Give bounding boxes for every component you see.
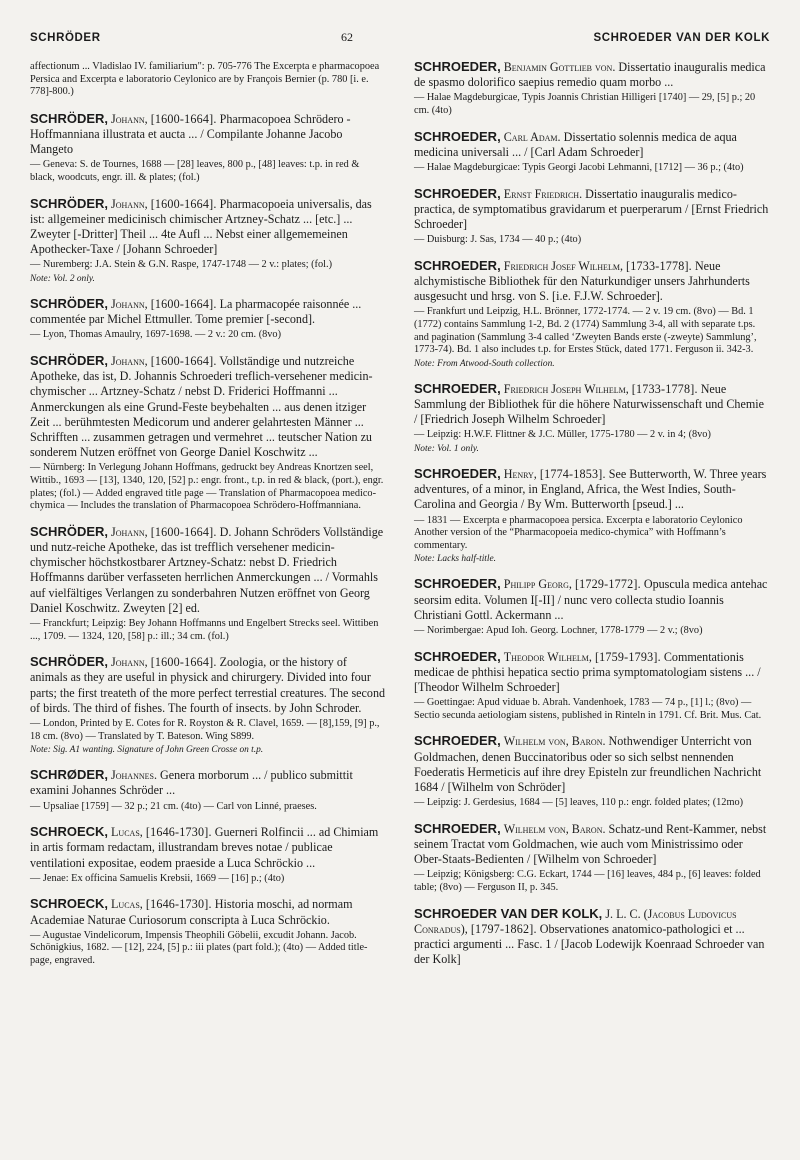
catalogue-entry (30, 196, 386, 285)
catalogue-entry (414, 576, 770, 637)
entry-heading (30, 824, 386, 871)
entry-given-name: Johannes. (111, 768, 157, 783)
entry-given-name: Johann, (111, 196, 148, 211)
entry-title: Zoologia, or the history of animals as they are useful in physick and chirurgery. Divided into four parts; the first treateth of the more perfect terrestial creatures. The second of birds. The third of fishes. The fourth of insects. by John Schroder. (30, 655, 386, 715)
entry-surname: SCHRÖDER, (30, 352, 109, 368)
entry-heading (30, 654, 386, 716)
entry-surname: SCHRÖDER, (30, 654, 109, 670)
catalogue-entry (30, 767, 386, 813)
catalogue-entry (414, 186, 770, 247)
entry-given-name: Johann, (111, 111, 148, 126)
entry-title: Commentationis medicae de phthisi hepatica sectio prima symptomatologiam sistens ... / [Theodor Wilhelm Schroeder] (414, 649, 761, 694)
entry-note: Note: From Atwood-South collection. (414, 358, 555, 369)
entry-surname: SCHRÖDER, (30, 523, 109, 539)
right-column (414, 59, 770, 979)
entry-title: Pharmacopoeia universalis, das ist: allgemeiner medicinisch chimischer Artzney-Schatz ... [etc.] ... Zweyter [-Dritter] Theil ... 4te Aufl ... Nebst einer allgememeinen Apothecker-Taxe / [Johann Schroeder] (30, 196, 372, 257)
entry-surname: SCHRØDER, (30, 767, 109, 783)
entry-dates: [1600-1664]. (150, 524, 217, 539)
entry-heading (30, 111, 386, 158)
entry-given-name: Ernst Friedrich. (503, 186, 583, 201)
entry-given-name: Friedrich Joseph Wilhelm, (503, 381, 629, 396)
entry-surname: SCHRÖDER, (30, 110, 109, 126)
entry-surname: SCHROECK, (30, 896, 109, 912)
entry-dates: [1600-1664]. (150, 296, 217, 311)
entry-given-name: Wilhelm von, Baron. (503, 821, 606, 836)
continuation-entry (30, 61, 386, 99)
entry-dates: [1646-1730]. (145, 897, 212, 912)
entry-surname: SCHRÖDER, (30, 295, 109, 311)
entry-given-name: Theodor Wilhelm, (503, 649, 592, 664)
entry-heading (30, 524, 386, 616)
entry-given-name: Johann, (111, 655, 148, 670)
entry-surname: SCHROEDER, (414, 380, 501, 396)
entry-heading (414, 258, 770, 305)
catalogue-entry (414, 649, 770, 723)
entry-surname: SCHROEDER, (414, 576, 501, 592)
entry-dates: [1774-1853]. (539, 466, 606, 481)
entry-dates: [1733-1778]. (626, 258, 692, 273)
entry-heading (30, 353, 386, 460)
entry-given-name: Johann, (111, 524, 148, 539)
entry-imprint: — Jenae: Ex officina Samuelis Krebsii, 1669 — [16] p.; (4to) (30, 872, 285, 884)
catalogue-entry (414, 733, 770, 809)
entry-imprint: — Leipzig; Königsberg: C.G. Eckart, 1744 — [16] leaves, 484 p., [6] leaves: folded table; (8vo) — Ferguson II, p. 345. (414, 869, 761, 893)
right-entries (414, 59, 770, 967)
catalogue-entry (30, 524, 386, 643)
entry-given-name: Johann, (111, 296, 148, 311)
entry-surname: SCHROEDER, (414, 820, 501, 836)
entry-note: Note: Vol. 2 only. (30, 273, 95, 284)
entry-heading (414, 821, 770, 868)
entry-imprint: — Halae Magdeburgicae, Typis Joannis Christian Hilligeri [1740] — 29, [5] p.; 20 cm. (4to) (414, 92, 756, 116)
entry-heading (30, 296, 386, 327)
entry-surname: SCHRÖDER, (30, 195, 109, 211)
entry-title: Dissertatio inauguralis medica de spasmo dolorifico saepius remedio quam morbo ... (414, 60, 766, 90)
entry-given-name: J. L. C. (Jacobus Ludovicus Conradus), (414, 906, 737, 936)
entry-surname: SCHROEDER, (414, 185, 501, 201)
entry-title: Dissertatio inauguralis medico-practica, de symptomatibus gravidarum et puerperarum / [Ernst Friedrich Schroeder] (414, 186, 769, 231)
entry-surname: SCHROEDER, (414, 733, 501, 749)
entry-heading (414, 466, 770, 513)
entry-given-name: Lucas, (111, 897, 143, 912)
entry-note: Note: Sig. A1 wanting. Signature of John Green Crosse on t.p. (30, 745, 264, 756)
continuation-text: affectionum ... Vladislao IV. familiarium": p. 705-776 The Excerpta e pharmacopoea Persica and Excerpta e laboratorio Ceylonico are by François Bernier (p. 780 [i. e. 778]-800.) (30, 61, 380, 98)
entry-title: Historia moschi, ad normam Academiae Naturae Curiosorum conscripta à Luca Schröckio. (30, 897, 353, 927)
catalogue-entry (414, 381, 770, 455)
running-head-left: SCHRÖDER (30, 32, 101, 44)
entry-heading (414, 381, 770, 428)
entry-title: Nothwendiger Unterricht von Goldmachen, denen Buccinatoribus oder so sich selbst nennenden Foederatis Hermeticis auf ihre drey Episteln zur freundlichen Nachricht 1684 / [Wilhelm von Schröder] (414, 734, 762, 794)
entry-heading (414, 576, 770, 623)
catalogue-entry (30, 111, 386, 185)
entry-given-name: Friedrich Josef Wilhelm, (503, 258, 623, 273)
entry-surname: SCHROEDER, (414, 128, 501, 144)
entry-imprint: — Franckfurt; Leipzig: Bey Johann Hoffmanns und Engelbert Strecks seel. Wittiben ..., 1709. — 1324, 120, [58] p.: ill.; 34 cm. (fol.) (30, 618, 379, 642)
entry-imprint: — Goettingae: Apud viduae b. Abrah. Vandenhoek, 1783 — 74 p., [1] l.; (8vo) — Sectio secunda aetiologiam sistens, published in Rinteln in 1791. Cf. Brit. Mus. Cat. (414, 697, 762, 721)
entry-title: Schatz-und Rent-Kammer, nebst seinem Tractat vom Goldmachen, wie auch vom Ministrissimo oder Ober-Staats-Bedienten / [Wilhelm von Schroeder] (414, 821, 767, 867)
catalogue-entry (30, 654, 386, 756)
entry-title: La pharmacopée raisonnée ... commentée par Michel Ettmuller. Tome premier [-second]. (30, 296, 362, 327)
entry-imprint: — Leipzig: J. Gerdesius, 1684 — [5] leaves, 110 p.: engr. folded plates; (12mo) (414, 797, 744, 809)
entry-dates: [1729-1772]. (574, 577, 641, 592)
entry-surname: SCHROEDER, (414, 465, 501, 481)
entry-dates: [1600-1664]. (150, 655, 217, 670)
entry-title: D. Johann Schröders Vollständige und nutz-reiche Apotheke, das ist trefflich versehener medicin-chymischer höchstkostbarer Artzney-Schatz: nebst D. Friedrich Hoffmanns darüber verfasseten herrlichen Anmerckungen ... / Vormahls auf vielfältiges Verlangen zu sonderbahren Nutzen eröffnet von Georg Daniel Koschwitz. Zweyten [2] ed. (30, 524, 384, 615)
entry-heading (414, 906, 770, 968)
page-number: 62 (341, 30, 354, 44)
entry-imprint: — Augustae Vindelicorum, Impensis Theophili Göbelii, excudit Johann. Jacob. Schönigkius, 1682. — [12], 224, [5] p.: iii plates (part fold.); (4to) — Added title-page, engraved. (30, 929, 368, 966)
running-head (30, 30, 770, 45)
entry-heading (30, 196, 386, 258)
entry-dates: [1600-1664]. (150, 196, 217, 211)
entry-dates: [1600-1664]. (150, 111, 217, 126)
entry-title: See Butterworth, W. Three years adventures, of a minor, in England, Africa, the West Indies, South-Carolina and Georgia / By Wm. Butterworth [pseud.] ... (414, 466, 767, 512)
entry-given-name: Wilhelm von, Baron. (503, 734, 606, 749)
entry-title: Neue Sammlung der Bibliothek für die höhere Naturwissenschaft und Chemie / [Friedrich Joseph Wilhelm Schroeder] (414, 381, 764, 427)
entry-imprint: — Geneva: S. de Tournes, 1688 — [28] leaves, 800 p., [48] leaves: t.p. in red & black, woodcuts, engr. ill. & plates; (fol.) (30, 159, 360, 183)
catalogue-entry (30, 296, 386, 342)
entry-dates: [1797-1862]. (470, 921, 537, 936)
entry-imprint: — Frankfurt und Leipzig, H.L. Brönner, 1772-1774. — 2 v. 19 cm. (8vo) — Bd. 1 (1772) contains Sammlung 1-2, Bd. 2 (1774) Sammlung 3-4, all with separate t.ps. and pagination (Sammlung 3-4 called ‘Zweyten Bands erste (-zweyte) Sammlung’, 1773-74). Bd. 1 also includes t.p. for Erstes Stück, dated 1771. Ferguson ii. 342-3. (414, 306, 757, 356)
entry-heading (30, 896, 386, 927)
entry-title: Neue alchymistische Bibliothek für den Naturkundiger unsers Jahrhunderts ausgesucht und hrsg. von S. [i.e. F.J.W. Schroeder]. (414, 258, 750, 304)
running-head-right: SCHROEDER VAN DER KOLK (593, 32, 770, 44)
catalogue-entry (414, 821, 770, 895)
entry-given-name: Benjamin Gottlieb von. (503, 60, 616, 74)
catalogue-entry (414, 466, 770, 565)
entry-imprint: — London, Printed by E. Cotes for R. Royston & R. Clavel, 1659. — [8],159, [9] p., 18 cm. (8vo) — Translated by T. Bateson. Wing S899. (30, 718, 380, 742)
entry-imprint: — Halae Magdeburgicae: Typis Georgi Jacobi Lehmanni, [1712] — 36 p.; (4to) (414, 162, 744, 173)
entry-given-name: Johann, (111, 353, 148, 368)
entry-imprint: — Duisburg: J. Sas, 1734 — 40 p.; (4to) (414, 234, 582, 246)
entry-heading (414, 186, 770, 233)
entry-imprint: — Upsaliae [1759] — 32 p.; 21 cm. (4to) — Carl von Linné, praeses. (30, 800, 317, 812)
catalogue-entry (414, 906, 770, 968)
entry-imprint: — Nürnberg: In Verlegung Johann Hoffmans, gedruckt bey Andreas Knortzen seel, Wittib., 1693 — [13], 1340, 120, [52] p.: engr. front., t.p. in red & black, (port.), engr. plates; (fol.) — Added engraved title page — Translation of Pharmacopoea medico-chymica — Includes the translation of Pharmacopoea Schrödero-Hoffmanniana. (30, 462, 384, 512)
entry-note: Note: Lacks half-title. (414, 554, 497, 565)
entry-title: Dissertatio solennis medica de aqua medicina universali ... / [Carl Adam Schroeder] (414, 129, 737, 159)
entry-title: Guerneri Rolfincii ... ad Chimiam in artis formam redactam, illustrandam breves notae / publicae ventilationi expositae, eodem praeside a Luca Schröckio ... (30, 825, 379, 870)
entry-imprint: — Norimbergae: Apud Ioh. Georg. Lochner, 1778-1779 — 2 v.; (8vo) (414, 624, 703, 636)
entry-imprint: — Lyon, Thomas Amaulry, 1697-1698. — 2 v.: 20 cm. (8vo) (30, 329, 282, 341)
entry-title: Vollständige und nutzreiche Apotheke, das ist, D. Johannis Schroederi treflich-versehener medicin-chymischer ... Artzney-Schatz / nebst D. Friderici Hoffmanni ... Anmerckungen als eine Grund-Feste beybehalten ... aus denen itziger Zeit ... berühmtesten Medicorum und anderer gelahrtesten Männer ... Schrifften ... zusammen getragen und vermehret ... teutscher Nation zu sonderem Nutzen eröffnet von George Daniel Koschwitz ... (30, 353, 373, 460)
entry-surname: SCHROEDER, (414, 257, 501, 273)
entry-note: Note: Vol. 1 only. (414, 443, 479, 454)
entry-heading (30, 767, 386, 798)
entry-heading (414, 59, 770, 90)
entry-heading (414, 649, 770, 696)
entry-given-name: Lucas, (111, 825, 143, 840)
entry-imprint: — 1831 — Excerpta e pharmacopoea persica. Excerpta e laboratorio Ceylonico Another version of the “Pharmacopoeia medico-chymica” with Hoffmann’s commentary. (414, 514, 743, 551)
entry-heading (414, 129, 770, 160)
entry-title: Genera morborum ... / publico submittit examini Johannes Schröder ... (30, 768, 353, 798)
catalogue-entry (30, 896, 386, 967)
left-entries (30, 111, 386, 968)
entry-title: Pharmacopoea Schrödero - Hoffmanniana illustrata et aucta ... / Compilante Johanne Jacobo Mangeto (30, 111, 351, 157)
catalogue-entry (414, 258, 770, 370)
entry-dates: [1600-1664]. (150, 353, 217, 368)
entry-imprint: — Leipzig: H.W.F. Flittner & J.C. Müller, 1775-1780 — 2 v. in 4; (8vo) (414, 429, 711, 441)
catalogue-entry (30, 824, 386, 885)
entry-title: Observationes anatomico-pathologici et ... practici argumenti ... Fasc. 1 / [Jacob Lodewijk Koenraad Schroeder van der Kolk] (414, 921, 765, 967)
entry-surname: SCHROEDER, (414, 59, 501, 74)
catalogue-entry (414, 129, 770, 175)
entry-surname: SCHROEDER, (414, 648, 501, 664)
entry-dates: [1646-1730]. (145, 825, 212, 840)
entry-dates: [1733-1778]. (631, 381, 698, 396)
entry-given-name: Philipp Georg, (503, 577, 572, 592)
entry-heading (414, 733, 770, 795)
entry-title: Opuscula medica antehac seorsim edita. Volumen I[-II] / nunc vero collecta studio Ioannis Christiani Gottl. Ackermann ... (414, 577, 768, 622)
catalogue-entry (30, 353, 386, 513)
entry-given-name: Henry, (503, 466, 537, 481)
entry-given-name: Carl Adam. (503, 129, 561, 144)
entry-surname: SCHROECK, (30, 824, 109, 840)
entry-dates: [1759-1793]. (594, 649, 661, 664)
left-column (30, 59, 386, 979)
entry-surname: SCHROEDER VAN DER KOLK, (414, 905, 603, 921)
catalogue-entry (414, 59, 770, 118)
entry-imprint: — Nuremberg: J.A. Stein & G.N. Raspe, 1747-1748 — 2 v.: plates; (fol.) (30, 259, 333, 271)
